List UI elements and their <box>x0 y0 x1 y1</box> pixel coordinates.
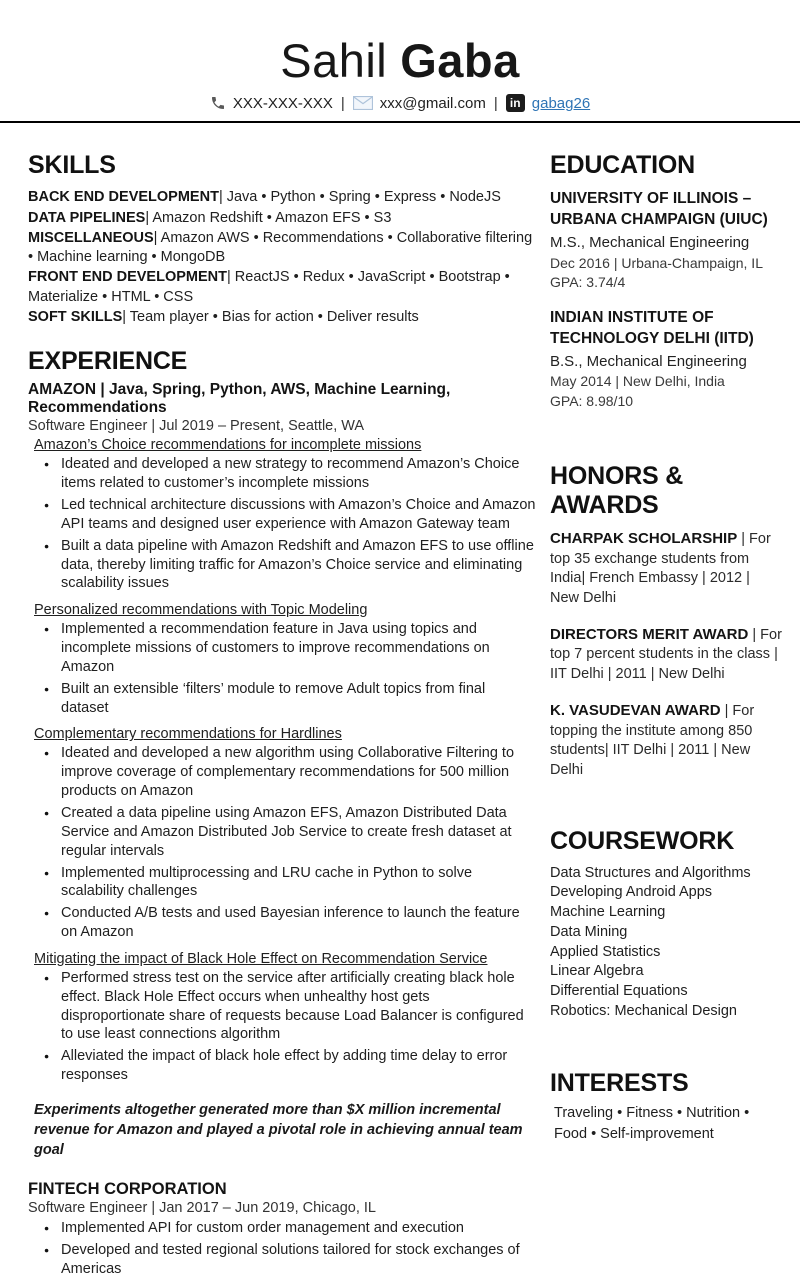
bullet-list <box>28 455 536 593</box>
contact-separator: | <box>340 94 345 112</box>
skill-line <box>28 209 536 228</box>
bullet-item: ● Created a data pipeline using Amazon EFS, Amazon Distributed Data Service and Amazon Distributed Job Service to create fresh dataset at regular intervals <box>61 804 536 861</box>
bullet-item: ● Ideated and developed a new strategy to recommend Amazon’s Choice items related to customer’s incomplete missions <box>61 455 536 493</box>
school-gpa: GPA: 3.74/4 <box>550 273 626 290</box>
award-entry <box>550 701 782 781</box>
job-role-line: Software Engineer | Jul 2019 – Present, Seattle, WA <box>28 418 365 435</box>
skill-line <box>28 268 536 307</box>
skill-line <box>28 188 536 207</box>
bullet-list <box>28 969 536 1085</box>
email-address: xxx@gmail.com <box>379 94 486 112</box>
bullet-item: ● Developed and tested regional solutions tailored for stock exchanges of Americas <box>61 1241 536 1279</box>
project-group <box>28 951 536 1085</box>
bullet-item: ● Alleviated the impact of black hole effect by adding time delay to error responses <box>61 1047 536 1085</box>
course-item: Robotics: Mechanical Design <box>550 1002 737 1019</box>
page-title <box>0 36 800 85</box>
course-item: Machine Learning <box>550 904 666 921</box>
linkedin-icon: in <box>506 94 525 112</box>
project-heading: Mitigating the impact of Black Hole Effect on Recommendation Service <box>34 950 488 967</box>
bullet-item: ● Implemented multiprocessing and LRU cache in Python to solve scalability challenges <box>61 864 536 902</box>
interests-list: Traveling • Fitness • Nutrition • Food • Self-improvement <box>554 1105 750 1143</box>
award-detail: | For top 7 percent students in the class | IIT Delhi | 2011 | New Delhi <box>550 626 782 683</box>
company-name: AMAZON <box>28 381 97 399</box>
school-degree: B.S., Mechanical Engineering <box>550 352 747 370</box>
award-name: DIRECTORS MERIT AWARD <box>550 625 749 643</box>
skill-values: | ReactJS • Redux • JavaScript • Bootstrap • Materialize • HTML • CSS <box>28 269 510 305</box>
course-item: Developing Android Apps <box>550 884 713 901</box>
left-column <box>28 123 536 1281</box>
first-name: Sahil <box>280 34 388 87</box>
honors-section <box>550 462 782 781</box>
school-degree: M.S., Mechanical Engineering <box>550 234 750 252</box>
skill-line <box>28 308 536 327</box>
right-column <box>550 123 782 1281</box>
award-detail: | For top 35 exchange students from India| French Embassy | 2012 | New Delhi <box>550 530 771 606</box>
project-heading: Amazon’s Choice recommendations for incomplete missions <box>34 437 422 454</box>
school-name: UNIVERSITY OF ILLINOIS – URBANA CHAMPAIGN (UIUC) <box>550 190 768 229</box>
linkedin-link[interactable]: gabag26 <box>531 94 591 112</box>
bullet-item: ● Built an extensible ‘filters’ module to remove Adult topics from final dataset <box>61 680 536 718</box>
skill-values: | Amazon Redshift • Amazon EFS • S3 <box>145 209 392 226</box>
job-role-line: Software Engineer | Jan 2017 – Jun 2019, Chicago, IL <box>28 1199 376 1216</box>
company-name: FINTECH CORPORATION <box>28 1179 227 1198</box>
skill-label: SOFT SKILLS <box>28 309 123 326</box>
award-name: K. VASUDEVAN AWARD <box>550 701 721 719</box>
award-name: CHARPAK SCHOLARSHIP <box>550 529 738 547</box>
education-entry <box>550 189 782 291</box>
course-item: Data Mining <box>550 923 628 940</box>
skill-label: BACK END DEVELOPMENT <box>28 189 219 206</box>
honors-heading: HONORS & AWARDS <box>550 461 684 519</box>
impact-summary: Experiments altogether generated more than $X million incremental revenue for Amazon and played a pivotal role in achieving annual team goal <box>34 1101 523 1158</box>
skill-line <box>28 229 536 268</box>
email-icon <box>353 96 373 110</box>
education-entry <box>550 308 782 410</box>
award-detail: | For topping the institute among 850 students| IIT Delhi | 2011 | New Delhi <box>550 702 755 778</box>
education-heading: EDUCATION <box>550 151 695 180</box>
bullet-list <box>28 744 536 941</box>
course-item: Linear Algebra <box>550 963 644 980</box>
skills-heading: SKILLS <box>28 151 116 180</box>
education-section <box>550 151 782 409</box>
course-item: Data Structures and Algorithms <box>550 864 751 881</box>
skills-section <box>28 151 536 327</box>
skill-label: FRONT END DEVELOPMENT <box>28 269 227 286</box>
course-item: Differential Equations <box>550 983 688 999</box>
experience-heading: EXPERIENCE <box>28 347 188 376</box>
project-group <box>28 437 536 593</box>
phone-icon <box>210 95 226 111</box>
coursework-section <box>550 827 782 1022</box>
bullet-item: ● Ideated and developed a new algorithm using Collaborative Filtering to improve coverage of complementary recommendations for 500 million products on Amazon <box>61 744 536 801</box>
award-entry <box>550 529 782 609</box>
job-tech-list: | Java, Spring, Python, AWS, Machine Learning, Recommendations <box>28 381 451 417</box>
skill-values: | Team player • Bias for action • Deliver results <box>122 309 419 326</box>
last-name: Gaba <box>400 34 520 87</box>
phone-number: XXX-XXX-XXX <box>232 94 333 112</box>
skill-values: | Java • Python • Spring • Express • NodeJS <box>218 189 501 206</box>
school-date-location: Dec 2016 | Urbana-Champaign, IL <box>550 254 763 271</box>
contact-separator: | <box>493 94 498 112</box>
bullet-item: ● Implemented a recommendation feature in Java using topics and incomplete missions of customers to improve recommendations on Amazon <box>61 620 536 677</box>
skill-values: | Amazon AWS • Recommendations • Collaborative filtering • Machine learning • MongoDB <box>28 229 533 266</box>
course-item: Applied Statistics <box>550 943 661 960</box>
school-name: INDIAN INSTITUTE OF TECHNOLOGY DELHI (IITD) <box>550 309 754 347</box>
coursework-heading: COURSEWORK <box>550 826 735 855</box>
skill-label: MISCELLANEOUS <box>28 229 154 246</box>
bullet-item: ● Performed stress test on the service after artificially creating black hole effect. Black Hole Effect occurs when unhealthy host gets disproportionate share of requests because Load Balancer is configured to use least connections algorithm <box>61 969 536 1044</box>
project-heading: Personalized recommendations with Topic Modeling <box>34 602 368 619</box>
header <box>0 0 800 123</box>
bullet-list <box>28 1219 536 1279</box>
job-title <box>28 381 536 417</box>
award-entry <box>550 625 782 685</box>
project-heading: Complementary recommendations for Hardlines <box>34 726 342 743</box>
bullet-list <box>28 620 536 717</box>
school-date-location: May 2014 | New Delhi, India <box>550 373 725 390</box>
skill-label: DATA PIPELINES <box>28 209 146 226</box>
experience-section <box>28 347 536 1278</box>
bullet-item: ● Conducted A/B tests and used Bayesian inference to launch the feature on Amazon <box>61 904 536 942</box>
job-fintech <box>28 1180 536 1279</box>
project-group <box>28 726 536 941</box>
school-gpa: GPA: 8.98/10 <box>550 392 634 409</box>
interests-section <box>550 1069 782 1144</box>
content-columns <box>0 123 800 1281</box>
bullet-item: ● Implemented API for custom order management and execution <box>61 1219 536 1238</box>
project-group <box>28 602 536 717</box>
contact-row <box>0 94 800 112</box>
bullet-item: ● Led technical architecture discussions with Amazon’s Choice and Amazon API teams and designed user experience with Amazon Gateway team <box>61 496 536 534</box>
interests-heading: INTERESTS <box>550 1069 689 1098</box>
bullet-item: ● Built a data pipeline with Amazon Redshift and Amazon EFS to use offline data, thereby limiting traffic for Amazon’s Choice service and eliminating scalability issues <box>61 537 536 594</box>
